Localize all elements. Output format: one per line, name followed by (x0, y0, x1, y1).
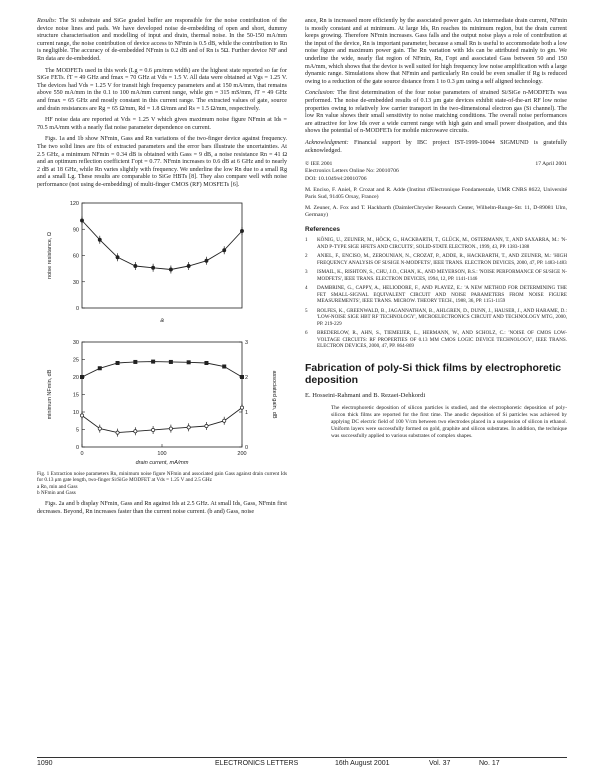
series-line-rn (82, 221, 242, 270)
copyright: © IEE 2001 (305, 161, 333, 168)
panel-label: a (160, 317, 164, 325)
page-number: 1090 (37, 760, 53, 767)
y2-tick-label: 1 (245, 410, 249, 417)
data-point-nfmin (116, 431, 119, 434)
journal-name: ELECTRONICS LETTERS (215, 760, 299, 767)
y-tick-label: 120 (69, 201, 79, 208)
issue: No. 17 (479, 760, 500, 767)
y-tick-label: 30 (72, 340, 79, 347)
article-meta (305, 161, 567, 219)
data-point-rn (205, 260, 208, 263)
data-point-nfmin (152, 428, 155, 431)
left-column (37, 18, 287, 520)
data-point-rn (98, 239, 101, 242)
paragraph-acknowledgment: Acknowledgment: Financial support by IBC project IST-1999-10044 SIGMUND is gratefully acknowledged. (305, 139, 567, 154)
figure-1 (37, 193, 287, 470)
data-point-nfmin (223, 419, 226, 422)
doi: DOI: 10.1049/el:20010706 (305, 175, 367, 182)
data-point-gass (187, 360, 191, 364)
received-date: 17 April 2001 (535, 161, 567, 168)
series-line-gass (82, 362, 242, 377)
data-point-gass (133, 360, 137, 364)
affiliation-2: M. Zeuner, A. Fox and T. Hackbarth (DaimlerChrysler Research Center, Wilhelm-Runge-Str. 11, D-89081 Ulm, Germany) (305, 205, 567, 219)
y-axis-label: minimum NFmin, dB (47, 369, 53, 420)
data-point-rn (152, 267, 155, 270)
reference-item: 3 ISMAIL, K., RISHTON, S., CHU, J.O., CHAN, K., AND MEYERSON, B.S.: 'NOISE PERFORMANCE OF SI/SIGE N-MODFETS', IEEE TRANS. ELECTRON DEVICES, 1994, 12, PP. 1141-1146 (305, 269, 567, 282)
chart-panel-b (37, 332, 287, 467)
x-tick-label: 100 (157, 451, 167, 458)
reference-item: 2 ANIEL, F., ENCISO, M., ZEROUNIAN, N., CROZAT, P., ADDE, R., HACKBARTH, T., AND ZEUNER, M.: 'HIGH FREQUENCY ANALYSIS OF SI/SIGE N-MODFETS', IEEE TRANS. ELECTRON DEVICES, 2000, 47, PP. 1483-1483 (305, 253, 567, 266)
x-tick-label: 200 (237, 451, 247, 458)
reference-item: 1 KÖNIG, U., ZEUNER, M., HÖCK, G., HACKBARTH, T., GLÜCK, M., OSTERMANN, T., AND SAXARRA, M.: 'N- AND P-TYPE SIGE HFETS AND CIRCUITS', SOLID-STATE ELECTRON., 1999, 43, PP. 1383-1388 (305, 237, 567, 250)
y-tick-label: 0 (75, 445, 79, 452)
caption-main: Fig. 1 Extraction noise parameters Rn, minimum noise figure NFmin and associated gain Gass against drain current Ids for 0.13 μm gate length, two-finger Si/SiGe MODFET at Vds = 1.25 V and 2.5 GHz (37, 470, 287, 484)
data-point-gass (80, 375, 84, 379)
reference-item: 5 ROLFES, K., GREENWALD, B., JAGANNATHAN, B., AHLGREN, D., DUNN, J., HAUSER, J., AND HARAME, D.: 'LOW-NOISE SIGE HBT RF TECHNOLOGY', MICROELECTRONICS CIRCUIT AND TECHNOLOGY MTG, 2000, PP. 219-229 (305, 307, 567, 327)
figure-caption (37, 471, 287, 497)
y-tick-label: 5 (75, 427, 79, 434)
reference-item: 6 BREDERLOW, R., AHN, S., TIEMEIJER, L., HERMANN, W., AND SCHOLZ, C.: 'NOISE OF CMOS LOW-VOLTAGE CIRCUITS: RF PROPERTIES OF 0.13 ΜM CMOS LOGIC DEVICE TECHNOLOGY', IEEE TRANS. ELECTRON DEVICES, 2000, 47, PP. 864-869 (305, 330, 567, 350)
data-point-nfmin (205, 424, 208, 427)
y-tick-label: 25 (72, 357, 79, 364)
y-axis-label: noise resistance, Ω (47, 232, 53, 280)
y2-tick-label: 0 (245, 445, 249, 452)
caption-b: b NFmin and Gass (37, 490, 76, 497)
data-point-gass (240, 375, 244, 379)
data-point-nfmin (80, 414, 83, 417)
data-point-rn (240, 230, 243, 233)
data-point-nfmin (240, 406, 243, 409)
data-point-gass (169, 360, 173, 364)
data-point-gass (98, 366, 102, 370)
data-point-nfmin (169, 427, 172, 430)
volume: Vol. 37 (429, 760, 451, 767)
chart-panel-a (37, 193, 287, 328)
paragraph-figs: Figs. 1a and 1b show NFmin, Gass and Rn variations of the two-finger device against frequency. The two solid lines are fits of extracted parameters and the error bars illustrate the uncertainties. At 2.5 GHz, a minimum NFmin = 0.34 dB is obtained with Gass = 9 dB, a noise resistance Rn = 41 Ω and an optimum reflection coefficient Γopt = 0.77. NFmin increases to 0.6 dB at 6 GHz and to nearly 2 dB at 18 GHz, while Rn varies slightly with frequency. We underline the low Rn due to a small Rg and a small Lg. These results are comparable to SiGe HBTs [8]. They also compare well with noise performance (not using de-embedding) of multi-finger CMOS (RF) MOSFETs [6]. (37, 136, 287, 188)
y-tick-label: 0 (75, 306, 79, 313)
y-tick-label: 15 (72, 392, 79, 399)
references-list (305, 237, 567, 350)
y2-tick-label: 3 (245, 340, 249, 347)
paragraph-modfet: The MODFETs used in this work (Lg = 0.6 μm/mm width) are the highest state reported so far for SiGe FETs. fT = 49 GHz and fmax = 70 GHz at Vds = 1.5 V. All data were obtained at Vgs = 1.25 V. The devices had Vds = 1.25 V for transit high frequency parameters and at 150 mA/mm, that remains above 550 mA/mm in the 0.1 to 100 mA/mm current range, while gm = 315 mS/mm, fT = 49 GHz and fmax = 65 GHz and mostly constant in this current range. The extracted values of gate, source and drain resistances are Rg = 65 Ω/mm, Rd = 1.8 Ω/mm and Rs = 1.5 Ω/mm, respectively. (37, 67, 287, 112)
data-point-rn (134, 265, 137, 268)
references-heading: References (305, 225, 341, 233)
plot-frame (82, 342, 242, 447)
data-point-gass (116, 361, 120, 365)
paragraph-continued: ance, Rn is increased more efficiently by the associated power gain. An intermediate drain current, NFmin is mostly constant and at minimum. At large Ids, Rn reaches its minimum region, but the drain current keeps growing. Therefore NFmin increases. Gass falls and the output noise plays a role of contribution at the input of the device, Rn is important parameter, because a small Rn is useful to accommodate both a low noise figure and maximum power gain. The Rn variation with Ids can be attributed mainly to gm. We underline the wide, nearly flat region of NFmin, Rn, Γopt and associated Gass between 50 and 150 mA/mm, which shows that the device is well suited for high frequency low noise amplification with a large dynamic range. Simulations show that NFmin and particularly Rn could be even smaller if Rg is reduced owing to a reduction of the gate source distance from 1 to 0.3 μm using a self aligned technology. (305, 18, 567, 85)
data-point-nfmin (134, 430, 137, 433)
y-tick-label: 90 (72, 227, 79, 234)
affiliation-1: M. Enciso, F. Aniel, P. Crozat and R. Adde (Institut d'Electronique Fondamentale, UMR CNRS 8622, Université Paris Sud, 91405 Orsay, France) (305, 186, 567, 200)
data-point-gass (151, 360, 155, 364)
paragraph-hf-noise: HF noise data are reported at Vds = 1.25 V which gives maximum noise figure NFmin at Ids = 70.5 mA/mm with a nearly flat noise parameter dependence on current. (37, 117, 287, 131)
y2-axis-label: associated gain, dB (271, 370, 277, 419)
paragraph-fig2: Figs. 2a and b display NFmin, Gass and Rn against Ids at 2.5 GHz. At small Ids, Gass, NFmin first decreases. Beyond, Rn increases faster than the current noise current. (b and) Gass, noise (37, 501, 287, 515)
letters-online: Electronics Letters Online No: 20010706 (305, 168, 399, 175)
data-point-rn (169, 268, 172, 271)
paragraph-results: Results: The Si substrate and SiGe graded buffer are responsible for the noise contribution of the device noise lines and pads. We have developed noise de-embedding of open and short, dummy structure characterisation and modelling of input and drain, thermal noise. In the 50-150 mA/mm current range, the noise contribution of device access to NFmin is 0.5 dB, while the contribution to Rn is negligible. The accuracy of de-embedded NFmin is 0.2 dB and of Rn is 5Ω. Further device NF and Rn data are de-embedded. (37, 18, 287, 62)
y-tick-label: 10 (72, 410, 79, 417)
new-article-abstract: The electrophoretic deposition of silicon particles is studied, and the electrophoretic deposition of poly-silicon thick films are reported for the first time. The anodic deposition of Si particles was achieved by applying DC electric field of 100 V/cm between two electrodes placed in a suspension of silicon in ethanol. Uniform layers were successfully formed on gold, graphite and silicon substrates. In addition, the technique was successfully applied to various substrates of complex shapes. (331, 405, 567, 439)
data-point-gass (222, 365, 226, 369)
data-point-rn (223, 249, 226, 252)
page-footer (37, 757, 567, 770)
data-point-nfmin (98, 427, 101, 430)
data-point-nfmin (187, 426, 190, 429)
x-axis-label: drain current, mA/mm (135, 460, 189, 467)
series-line-nfmin (82, 408, 242, 433)
caption-a: a Rn, min and Gass (37, 483, 78, 490)
data-point-rn (80, 219, 83, 222)
data-point-gass (204, 361, 208, 365)
reference-item: 4 DAMBRINE, G., CAPPY, A., HELIODORE, F., AND PLAYEZ, E.: 'A NEW METHOD FOR DETERMINING THE FET SMALL-SIGNAL EQUIVALENT CIRCUIT AND NOISE PARAMETERS FROM NOISE FIGURE MEASUREMENTS', IEEE TRANS. MICROW. THEORY TECH., 1988, 36, PP. 1151-1159 (305, 285, 567, 305)
y2-tick-label: 2 (245, 375, 249, 382)
data-point-rn (187, 265, 190, 268)
new-article-title: Fabrication of poly-Si thick films by electrophoretic deposition (305, 361, 562, 387)
x-tick-label: 0 (80, 451, 84, 458)
issue-date: 16th August 2001 (335, 760, 390, 767)
new-article-authors: E. Hosseini-Rahmani and B. Rezaei-Dehkordi (305, 391, 426, 399)
y-tick-label: 30 (72, 280, 79, 287)
y-tick-label: 60 (72, 253, 79, 260)
plot-frame (82, 203, 242, 308)
y-tick-label: 20 (72, 375, 79, 382)
paragraph-conclusion: Conclusion: The first determination of the four noise parameters of strained Si/SiGe n-MODFETs was performed. The noise de-embedded results of 0.13 μm gate devices exhibit state-of-the-art RF low noise properties owing to relatively low carrier transport in the two-dimensional electron gas (Si channel). The low Rn value shows their small sensitivity to noise matching conditions. The overall noise performances are attractive for low Ids over a wide current range with high gain and small power dissipation, and this shows the potential of n-MODFETs for mobile microwave circuits. (305, 90, 567, 135)
data-point-rn (116, 256, 119, 259)
right-column (305, 18, 567, 440)
